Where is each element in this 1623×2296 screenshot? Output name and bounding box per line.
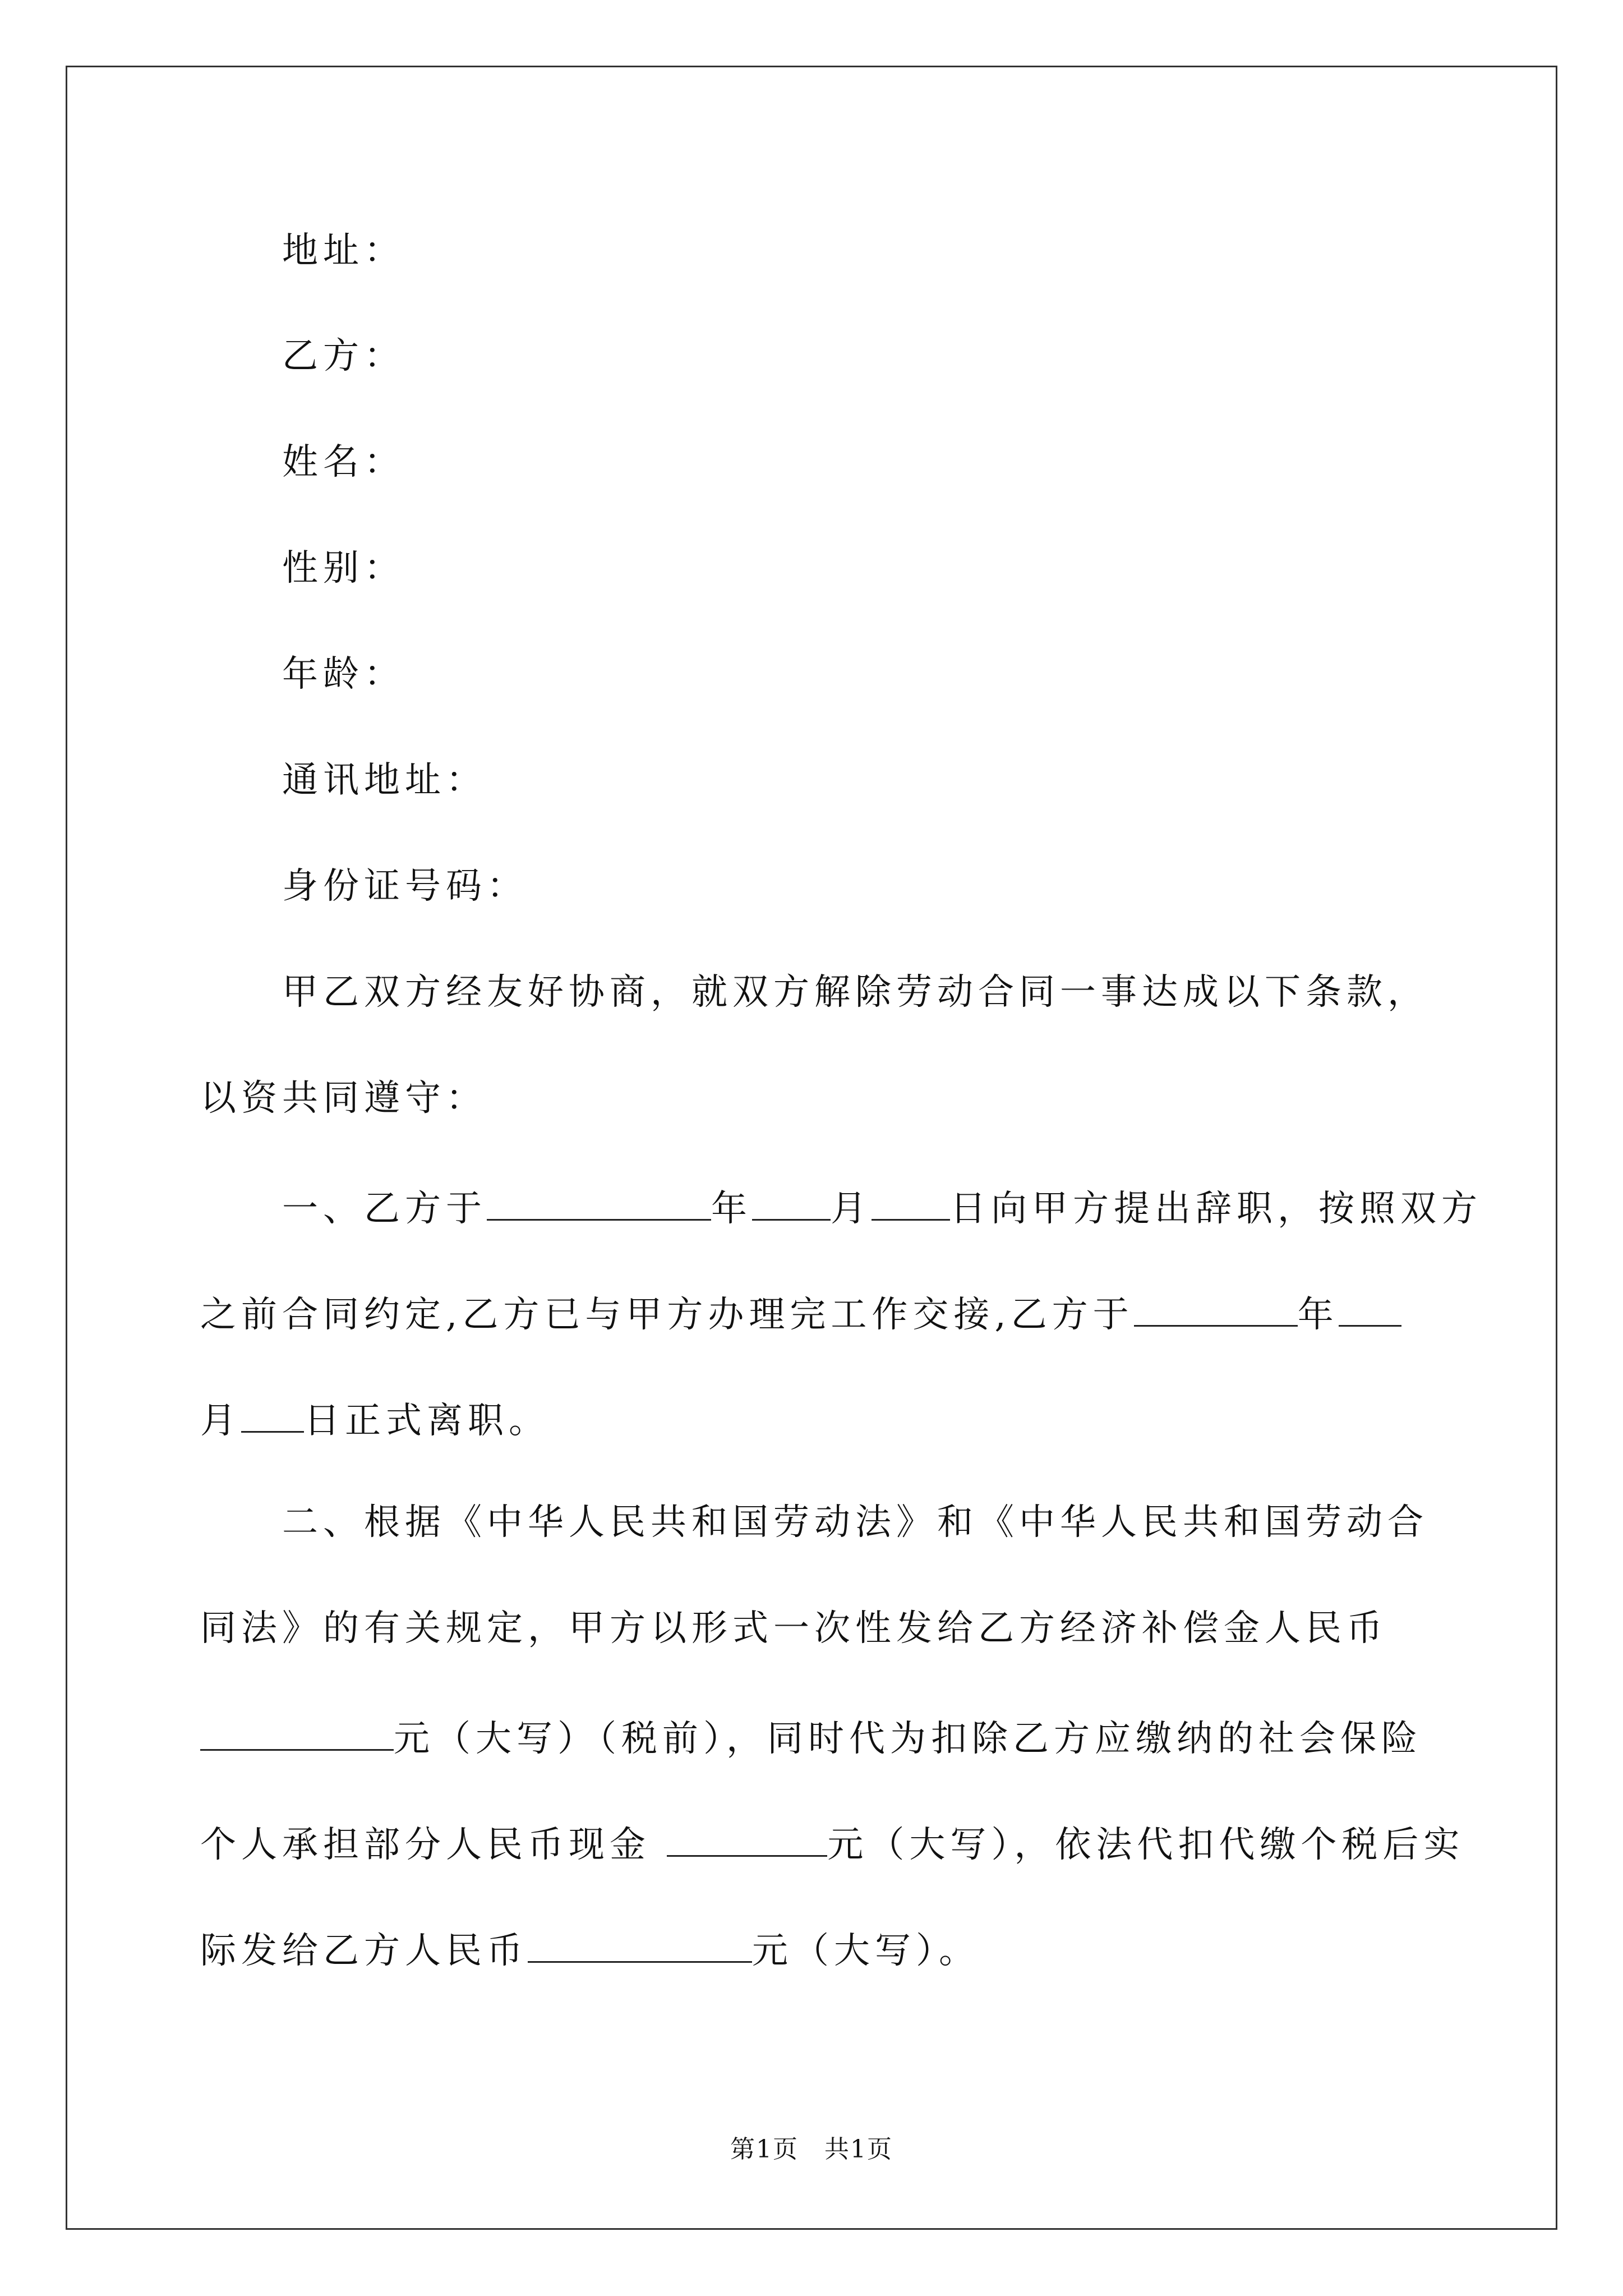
clause-2-line-1: 二、根据《中华人民共和国劳动法》和《中华人民共和国劳动合 [282, 1502, 1428, 1543]
month-blank[interactable] [752, 1186, 831, 1221]
year-blank[interactable] [1134, 1292, 1298, 1327]
clause-2-text: 个人承担部分人民币现金 [200, 1824, 667, 1866]
clause-2-text: 元（大写）。 [752, 1930, 980, 1972]
clause-1-text: 月 [200, 1400, 241, 1442]
field-name: 姓名： [282, 441, 405, 483]
clause-1-line-2 [200, 1292, 1401, 1336]
clause-1-line-3 [200, 1398, 550, 1442]
clause-1-text: 年 [711, 1188, 752, 1230]
field-gender: 性别： [282, 547, 405, 589]
field-party-b: 乙方： [282, 335, 405, 377]
amount-blank[interactable] [200, 1717, 394, 1751]
intro-line-2: 以资共同遵守： [200, 1078, 487, 1119]
day-blank[interactable] [241, 1398, 304, 1433]
clause-1-text: 月 [831, 1188, 872, 1230]
clause-1-text: 日向甲方提出辞职，按照双方 [950, 1188, 1482, 1230]
clause-2-line-3 [200, 1717, 1422, 1760]
page-number: 第1页 共1页 [730, 2135, 893, 2164]
amount-blank[interactable] [528, 1929, 752, 1963]
day-blank[interactable] [872, 1186, 950, 1221]
clause-2-line-4 [200, 1823, 1465, 1866]
intro-line-1: 甲乙双方经友好协商，就双方解除劳动合同一事达成以下条款， [282, 972, 1428, 1013]
clause-1-text: 日正式离职。 [304, 1400, 550, 1442]
amount-blank[interactable] [667, 1823, 827, 1857]
clause-1-text: 一、乙方于 [282, 1188, 487, 1230]
clause-2-text: 元（大写），依法代扣代缴个税后实 [827, 1824, 1465, 1866]
clause-1-text: 年 [1297, 1294, 1339, 1336]
field-age: 年龄： [282, 654, 405, 695]
field-id-number: 身份证号码： [282, 866, 528, 907]
clause-2-line-2: 同法》的有关规定，甲方以形式一次性发给乙方经济补偿金人民币 [200, 1608, 1387, 1649]
clause-2-text: 元（大写）（税前），同时代为扣除乙方应缴纳的社会保险 [394, 1718, 1422, 1760]
clause-2-line-5 [200, 1929, 980, 1972]
clause-2-text: 际发给乙方人民币 [200, 1930, 528, 1972]
page-border [66, 66, 1557, 2230]
clause-1-line-1 [282, 1186, 1482, 1230]
field-mailing-address: 通讯地址： [282, 760, 487, 801]
year-blank[interactable] [487, 1186, 711, 1221]
month-blank[interactable] [1339, 1292, 1401, 1327]
field-address: 地址： [282, 230, 405, 272]
clause-1-text: 之前合同约定,乙方已与甲方办理完工作交接,乙方于 [200, 1294, 1134, 1336]
